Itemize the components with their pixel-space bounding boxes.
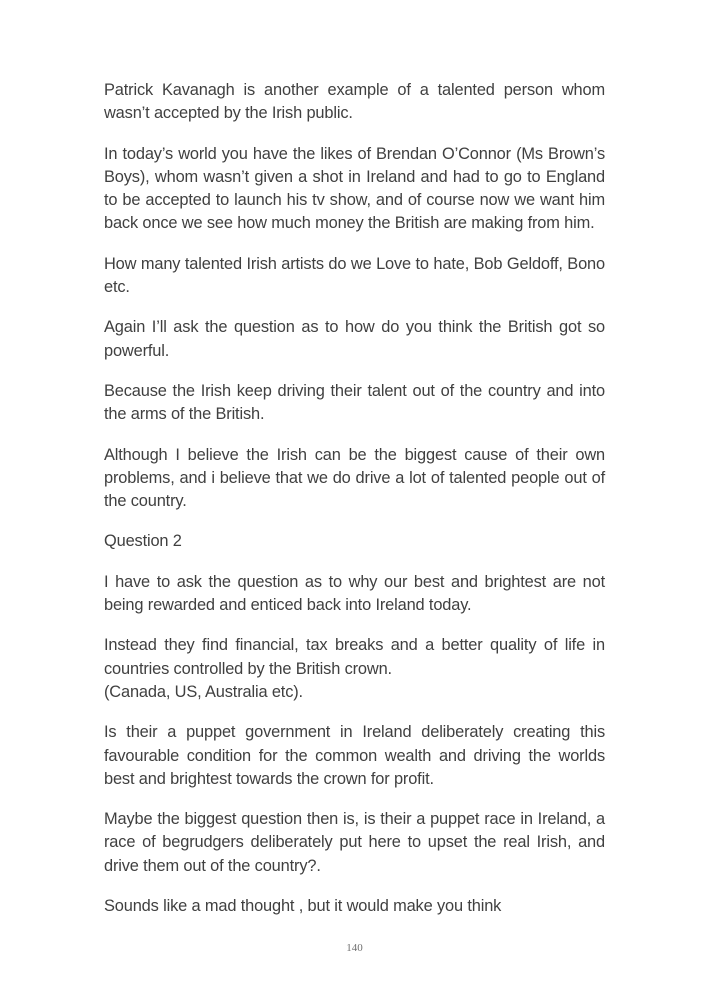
- question-heading: Question 2: [104, 532, 182, 551]
- page-number: 140: [346, 942, 363, 954]
- paragraph-british-powerful: Again I’ll ask the question as to how do you think the British got so powerful.: [104, 318, 605, 360]
- paragraph-irish-artists: How many talented Irish artists do we Love to hate, Bob Geldoff, Bono etc.: [104, 254, 605, 297]
- paragraph-kavanagh: Patrick Kavanagh is another example of a talented person whom wasn’t accepted by the Irish public.: [104, 81, 605, 123]
- countries-list: (Canada, US, Australia etc).: [104, 682, 303, 701]
- paragraph-driving-talent: Because the Irish keep driving their talent out of the country and into the arms of the British.: [104, 381, 605, 424]
- page-body: [104, 79, 605, 935]
- paragraph-puppet-race: Maybe the biggest question then is, is their a puppet race in Ireland, a race of begrudgers deliberately put here to upset the real Irish, and drive them out of the country?.: [104, 810, 605, 875]
- paragraph-puppet-government: Is their a puppet government in Ireland deliberately creating this favourable condition for the common wealth and driving the worlds best and brightest towards the crown for profit.: [104, 723, 605, 788]
- paragraph-own-problems: Although I believe the Irish can be the biggest cause of their own problems, and i believe that we do drive a lot of talented people out of the country.: [104, 445, 605, 511]
- tax-breaks-text: Instead they find financial, tax breaks and a better quality of life in countries controlled by the British crown.: [104, 636, 605, 678]
- paragraph-best-brightest: I have to ask the question as to why our best and brightest are not being rewarded and enticed back into Ireland today.: [104, 572, 605, 615]
- paragraph-tax-breaks: [104, 634, 605, 704]
- paragraph-mad-thought: Sounds like a mad thought , but it would make you think: [104, 897, 502, 916]
- paragraph-brendan-oconnor: In today’s world you have the likes of Brendan O’Connor (Ms Brown’s Boys), whom wasn’t given a shot in Ireland and had to go to England to be accepted to launch his tv show, and of course now we want him back once we see how much money the British are making from him.: [104, 144, 605, 233]
